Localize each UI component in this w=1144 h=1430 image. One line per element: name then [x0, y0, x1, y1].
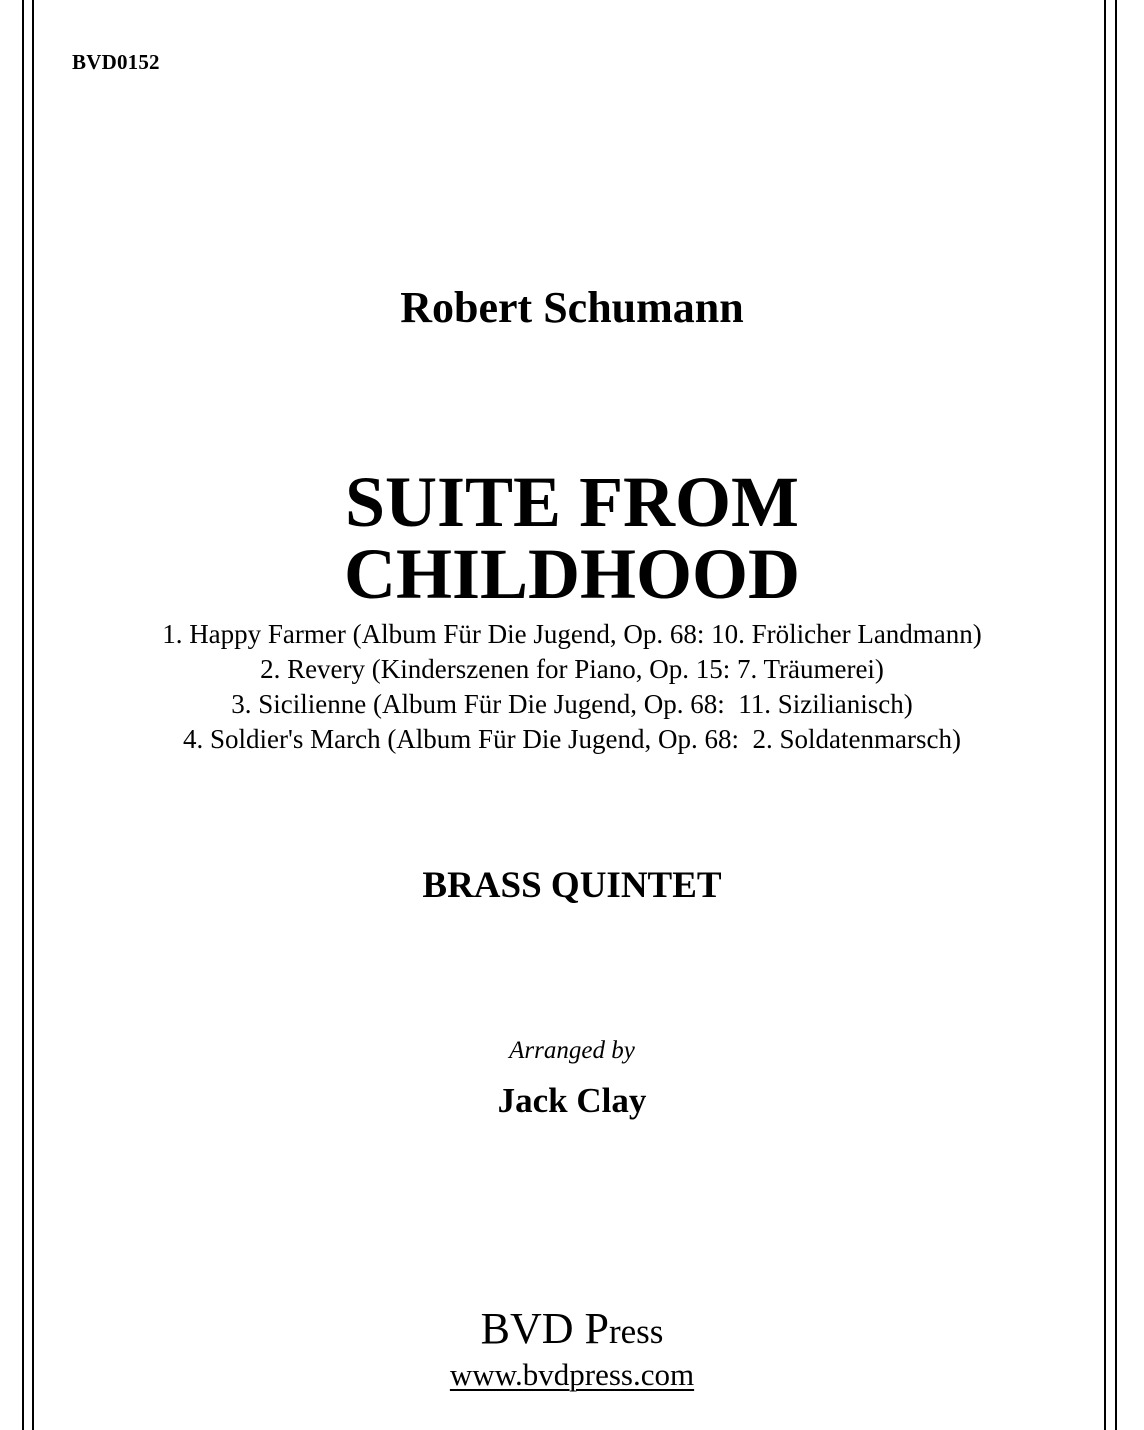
publisher-name-main: BVD P: [480, 1304, 609, 1353]
publisher-name: [0, 1303, 1144, 1354]
publisher-name-rest: ress: [608, 1312, 664, 1351]
arranged-by-label: Arranged by: [509, 1037, 635, 1064]
composer-name: Robert Schumann: [400, 283, 744, 332]
instrumentation: BRASS QUINTET: [422, 865, 722, 906]
arranger-name: Jack Clay: [497, 1081, 647, 1120]
movement-item: 2. Revery (Kinderszenen for Piano, Op. 15: 7. Träumerei): [260, 654, 884, 684]
publisher-url: [0, 1357, 1144, 1393]
movement-item: 1. Happy Farmer (Album Für Die Jugend, Op. 68: 10. Frölicher Landmann): [162, 619, 982, 649]
publisher-website-link[interactable]: www.bvdpress.com: [449, 1357, 695, 1392]
movement-list: [0, 617, 1144, 757]
work-title-line-1: SUITE FROM: [344, 462, 800, 542]
work-title-line-2: CHILDHOOD: [343, 534, 801, 614]
work-title: [0, 462, 1144, 614]
movement-item: 4. Soldier's March (Album Für Die Jugend, Op. 68: 2. Soldatenmarsch): [182, 724, 961, 754]
catalog-number: BVD0152: [72, 50, 160, 74]
movement-item: 3. Sicilienne (Album Für Die Jugend, Op. 68: 11. Sizilianisch): [231, 689, 913, 719]
